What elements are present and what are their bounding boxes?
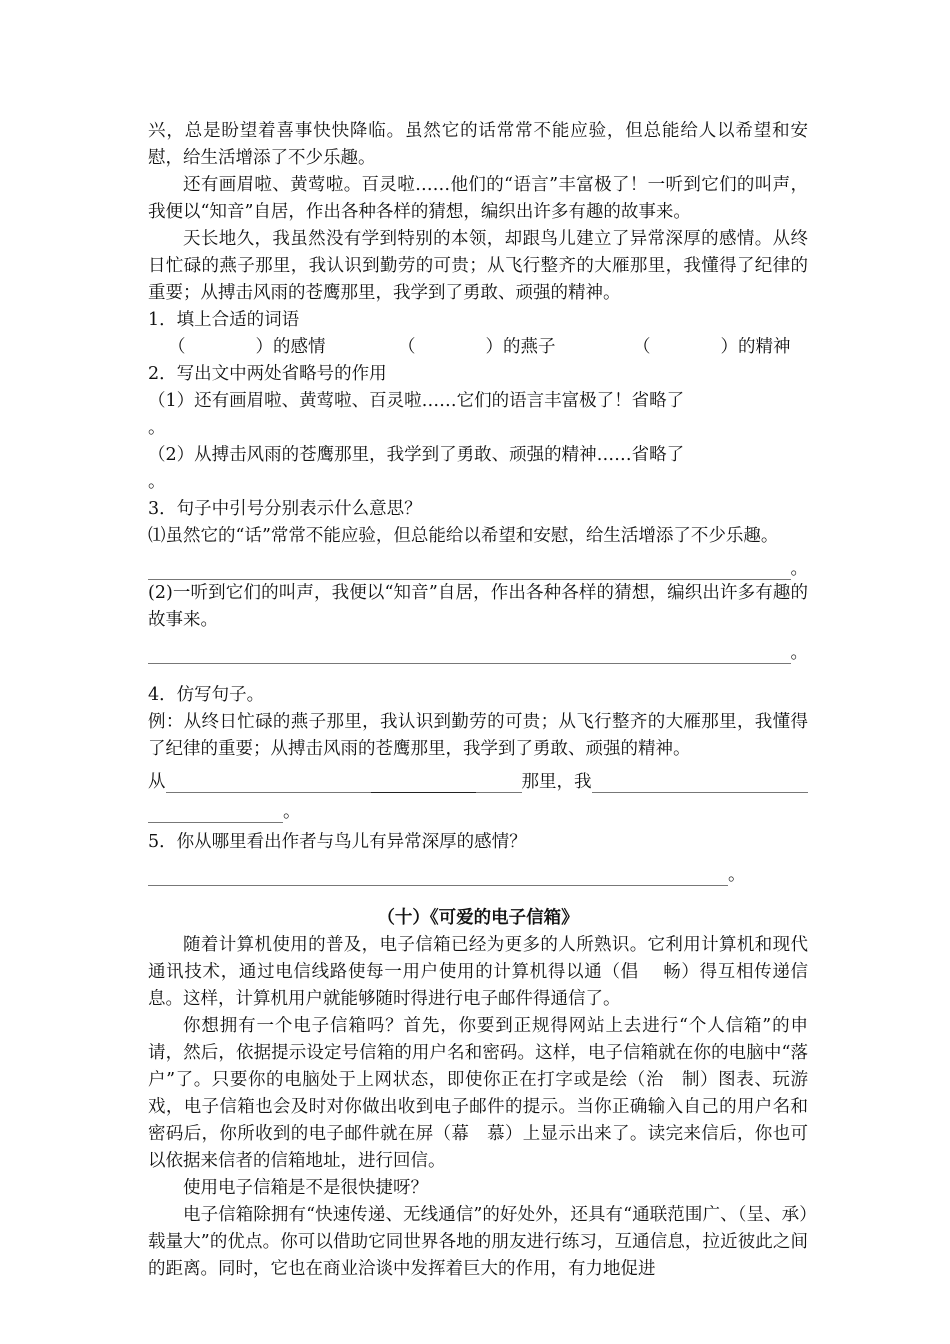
question-3-title: 3．句子中引号分别表示什么意思？ [148,499,422,519]
passage-paragraph: 电子信箱除拥有“快速传递、无线通信”的好处外，还具有“通联范围广、（呈、承）载量大”的优点。你可以借助它同世界各地的朋友进行练习，互通信息，拉近彼此之间的距离。同时，它也在商业洽谈中发挥着巨大的作用，有力地促进 [148,1205,808,1279]
passage-paragraph: 你想拥有一个电子信箱吗？首先，你要到正规得网站上去进行“个人信箱”的申请，然后，依据提示设定号信箱的用户名和密码。这样，电子信箱就在你的电脑中“落户”了。只要你的电脑处于上网状态，即使你正在打字或是绘（治 制）图表、玩游戏，电子信箱也会及时对你做出收到电子邮件的提示。当你正确输入自己的用户名和密码后，你所收到的电子邮件就在屏（幕 慕）上显示出来了。读完来信后，你也可以依据来信者的信箱地址，进行回信。 [148,1016,808,1171]
document-page [148,118,808,1283]
blank-segment[interactable] [476,772,522,793]
there-i-word: 那里，我 [521,772,592,792]
blank-segment[interactable] [371,772,476,793]
question-3-part-1: ⑴虽然它的“话”常常不能应验，但总能给以希望和安慰，给生活增添了不少乐趣。 [148,526,779,546]
imitation-line-continuation[interactable] [148,793,808,823]
line-end-mark: 。 [283,802,301,822]
question-1-title: 1．填上合适的词语 [148,310,300,330]
answer-line[interactable] [148,634,808,664]
question-4-title: 4．仿写句子。 [148,685,265,705]
question-2-part-2-end: 。 [148,472,166,492]
blank-segment[interactable] [148,802,283,823]
blank-segment[interactable] [148,865,728,886]
section-title: （十）《可爱的电子信箱》 [377,908,579,928]
question-2-part-1-end: 。 [148,418,166,438]
passage-paragraph: 使用电子信箱是不是很快捷呀？ [183,1178,428,1198]
question-5-title: 5．你从哪里看出作者与鸟儿有异常深厚的感情？ [148,832,527,852]
question-4-example: 例：从终日忙碌的燕子那里，我认识到勤劳的可贵；从飞行整齐的大雁那里，我懂得了纪律的重要；从搏击风雨的苍鹰那里，我学到了勇敢、顽强的精神。 [148,712,808,759]
blank-feeling[interactable]: （ ）的感情 [168,337,326,357]
passage-paragraph: 随着计算机使用的普及，电子信箱已经为更多的人所熟识。它利用计算机和现代通讯技术，通过电信线路使每一用户使用的计算机得以通（倡 畅）得互相传递信息。这样，计算机用户就能够随时得进行电子邮件得通信了。 [148,935,808,1009]
blank-spirit[interactable]: （ ）的精神 [633,337,791,357]
line-end-mark: 。 [790,559,808,579]
question-1-blanks [148,334,808,361]
blank-segment[interactable] [166,772,371,793]
passage-paragraph: 兴，总是盼望着喜事快快降临。虽然它的话常常不能应验，但总能给人以希望和安慰，给生活增添了不少乐趣。 [148,121,808,168]
question-3-part-2: (2)一听到它们的叫声，我便以“知音”自居，作出各种各样的猜想，编织出许多有趣的故事来。 [148,583,808,630]
blank-swallow[interactable]: （ ）的燕子 [398,337,556,357]
question-2-part-2: （2）从搏击风雨的苍鹰那里，我学到了勇敢、顽强的精神……省略了 [148,445,685,465]
line-end-mark: 。 [790,643,808,663]
question-2-part-1: （1）还有画眉啦、黄莺啦、百灵啦……它们的语言丰富极了！省略了 [148,391,685,411]
answer-line[interactable] [148,856,808,886]
passage-paragraph: 天长地久，我虽然没有学到特别的本领，却跟鸟儿建立了异常深厚的感情。从终日忙碌的燕子那里，我认识到勤劳的可贵；从飞行整齐的大雁那里，我懂得了纪律的重要；从搏击风雨的苍鹰那里，我学到了勇敢、顽强的精神。 [148,229,808,303]
line-end-mark: 。 [728,865,746,885]
question-2-title: 2．写出文中两处省略号的作用 [148,364,387,384]
passage-paragraph: 还有画眉啦、黄莺啦。百灵啦……他们的“语言”丰富极了！一听到它们的叫声，我便以“知音”自居，作出各种各样的猜想，编织出许多有趣的故事来。 [148,175,808,222]
imitation-line[interactable] [148,763,808,793]
blank-segment[interactable] [592,772,809,793]
from-word: 从 [148,772,166,792]
answer-line[interactable] [148,550,808,580]
